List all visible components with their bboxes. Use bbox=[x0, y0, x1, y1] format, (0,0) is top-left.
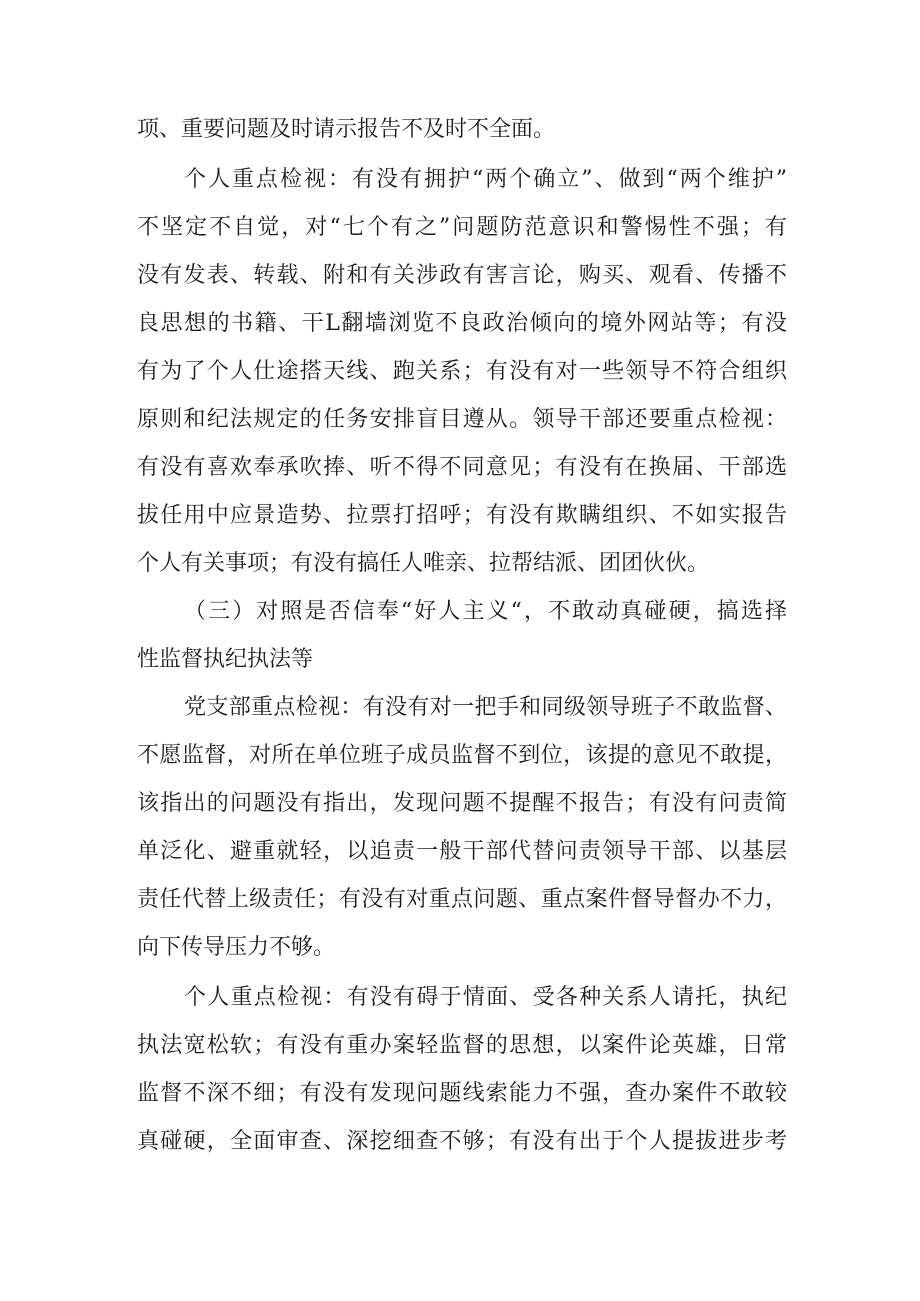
text-line: 不愿监督，对所在单位班子成员监督不到位，该提的意见不敢提， bbox=[137, 743, 787, 768]
text-line: 单泛化、避重就轻，以追责一般干部代替问责领导干部、以基层 bbox=[137, 839, 787, 864]
paragraph-personal-review-2 bbox=[137, 974, 787, 1166]
text-line: 性监督执纪执法等 bbox=[137, 647, 314, 672]
text-line: 项、重要问题及时请示报告不及时不全面。 bbox=[137, 117, 556, 142]
text-line: 执法宽松软；有没有重办案轻监督的思想，以案件论英雄，日常 bbox=[137, 1033, 787, 1058]
text-line: 个人重点检视：有没有拥护“两个确立”、做到“两个维护” bbox=[184, 167, 787, 192]
text-line: 良思想的书籍、干L翻墙浏览不良政治倾向的境外网站等；有没 bbox=[137, 311, 787, 336]
text-line: 监督不深不细；有没有发现问题线索能力不强，查办案件不敢较 bbox=[137, 1081, 787, 1106]
text-line: 该指出的问题没有指出，发现问题不提醒不报告；有没有问责简 bbox=[137, 791, 787, 816]
text-line: 有为了个人仕途搭天线、跑关系；有没有对一些领导不符合组织 bbox=[137, 359, 787, 384]
paragraph-party-branch-review bbox=[137, 684, 787, 972]
text-line: 党支部重点检视：有没有对一把手和同级领导班子不敢监督、 bbox=[184, 695, 787, 720]
text-line: 原则和纪法规定的任务安排盲目遵从。领导干部还要重点检视： bbox=[137, 407, 787, 432]
text-line: 向下传导压力不够。 bbox=[137, 935, 336, 960]
text-line: 拔任用中应景造势、拉票打招呼；有没有欺瞒组织、不如实报告 bbox=[137, 503, 787, 528]
paragraph-continuation bbox=[137, 106, 787, 154]
section-heading bbox=[137, 588, 787, 684]
text-line: 个人重点检视：有没有碍于情面、受各种关系人请托，执纪 bbox=[184, 985, 787, 1010]
text-line: （三）对照是否信奉“好人主义“，不敢动真碰硬，搞选择 bbox=[184, 599, 787, 624]
paragraph-personal-review-1 bbox=[137, 156, 787, 588]
text-line: 责任代替上级责任；有没有对重点问题、重点案件督导督办不力， bbox=[137, 887, 787, 912]
text-line: 真碰硬，全面审查、深挖细查不够；有没有出于个人提拔进步考 bbox=[137, 1129, 787, 1154]
text-line: 个人有关事项；有没有搞任人唯亲、拉帮结派、团团伙伙。 bbox=[137, 551, 710, 576]
text-line: 有没有喜欢奉承吹捧、听不得不同意见；有没有在换届、干部选 bbox=[137, 455, 787, 480]
text-line: 不坚定不自觉，对“七个有之”问题防范意识和警惕性不强；有 bbox=[137, 215, 787, 240]
text-line: 没有发表、转载、附和有关涉政有害言论，购买、观看、传播不 bbox=[137, 263, 787, 288]
document-body bbox=[137, 106, 787, 1166]
